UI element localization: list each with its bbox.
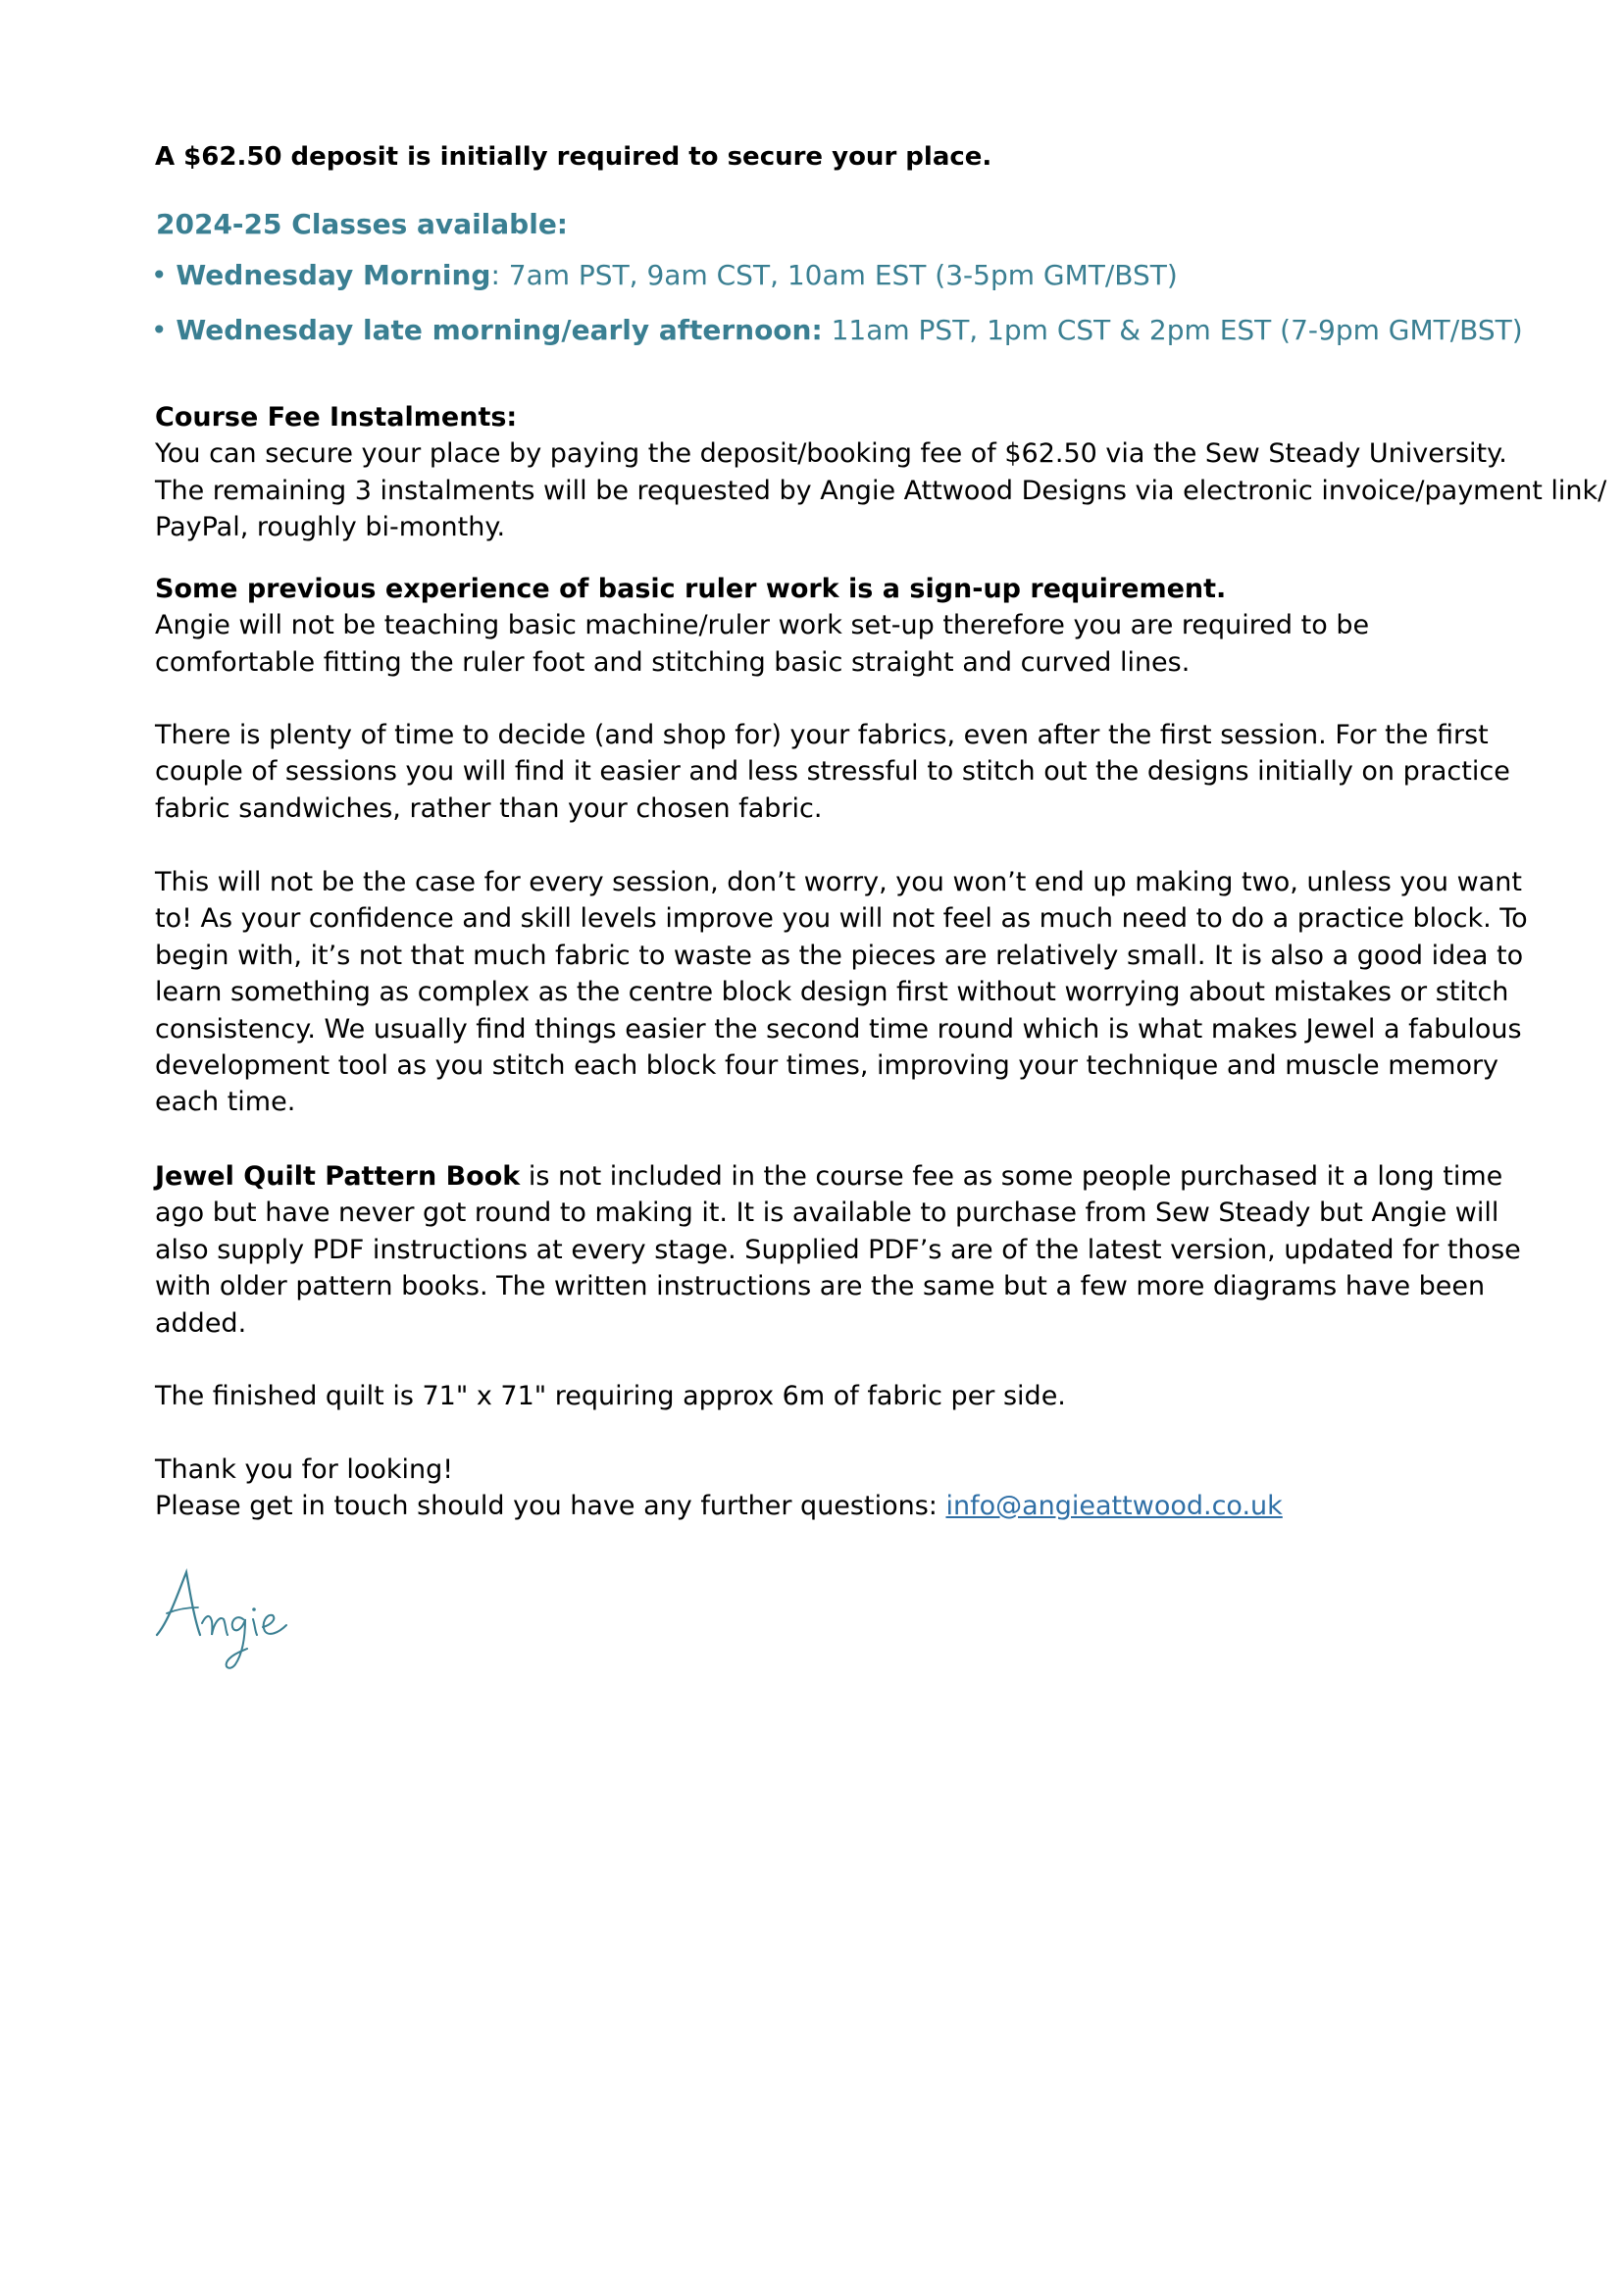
signature-image <box>147 1564 304 1672</box>
fee-heading: Course Fee Instalments: <box>155 402 518 433</box>
bullet: • <box>151 259 168 291</box>
deposit-notice: A $62.50 deposit is initially required to secure your place. <box>155 142 992 172</box>
fee-line: PayPal, roughly bi-monthy. <box>155 512 506 543</box>
book-paragraph <box>155 1158 1557 1342</box>
class-item-wednesday-afternoon <box>151 314 1523 346</box>
class-label: Wednesday late morning/early afternoon: <box>176 314 823 346</box>
session-line: development tool as you stitch each block four times, improving your technique and muscle memory <box>155 1050 1499 1082</box>
class-label: Wednesday Morning <box>176 259 491 291</box>
book-line: with older pattern books. The written instructions are the same but a few more diagrams have been <box>155 1271 1486 1302</box>
experience-line: Angie will not be teaching basic machine/ruler work set-up therefore you are required to be <box>155 610 1370 641</box>
fabric-paragraph <box>155 717 1557 827</box>
session-line: each time. <box>155 1087 296 1118</box>
fee-section <box>155 399 1607 546</box>
experience-heading: Some previous experience of basic ruler work is a sign-up requirement. <box>155 574 1227 604</box>
session-line: consistency. We usually find things easier the second time round which is what makes Jewel a fabulous <box>155 1013 1522 1045</box>
closing-section <box>155 1452 1557 1525</box>
quilt-size-paragraph <box>155 1378 1557 1414</box>
email-link[interactable]: info@angieattwood.co.uk <box>945 1491 1283 1522</box>
session-line: This will not be the case for every session, don’t worry, you won’t end up making two, unless you want <box>155 867 1522 897</box>
book-line: also supply PDF instructions at every stage. Supplied PDF’s are of the latest version, updated for those <box>155 1234 1521 1265</box>
class-separator: : <box>490 259 500 291</box>
fee-line: The remaining 3 instalments will be requested by Angie Attwood Designs via electronic invoice/payment link/ <box>155 475 1607 506</box>
book-line-rest: is not included in the course fee as some people purchased it a long time <box>520 1161 1503 1192</box>
fabric-line: There is plenty of time to decide (and shop for) your fabrics, even after the first session. For the first <box>155 720 1489 750</box>
contact-line <box>155 1488 1557 1524</box>
quilt-size-text: The finished quilt is 71" x 71" requiring approx 6m of fabric per side. <box>155 1381 1066 1411</box>
classes-heading: 2024-25 Classes available: <box>156 208 568 240</box>
fee-line: You can secure your place by paying the deposit/booking fee of $62.50 via the Sew Steady University. <box>155 438 1507 470</box>
thanks-text: Thank you for looking! <box>155 1454 454 1485</box>
experience-line: comfortable fitting the ruler foot and stitching basic straight and curved lines. <box>155 646 1191 678</box>
session-paragraph <box>155 864 1557 1121</box>
book-first-line <box>155 1158 1557 1195</box>
book-line: added. <box>155 1307 247 1339</box>
experience-section <box>155 571 1557 681</box>
fabric-line: fabric sandwiches, rather than your chosen fabric. <box>155 792 823 824</box>
fabric-line: couple of sessions you will find it easier and less stressful to stitch out the designs initially on practice <box>155 756 1510 788</box>
session-line: begin with, it’s not that much fabric to waste as the pieces are relatively small. It is also a good idea to <box>155 940 1524 971</box>
session-line: to! As your confidence and skill levels improve you will not feel as much need to do a practice block. To <box>155 903 1528 935</box>
class-item-wednesday-morning <box>151 259 1178 291</box>
class-times: 7am PST, 9am CST, 10am EST (3-5pm GMT/BST) <box>499 259 1178 291</box>
book-title: Jewel Quilt Pattern Book <box>155 1161 521 1192</box>
class-times: 11am PST, 1pm CST & 2pm EST (7-9pm GMT/BST) <box>822 314 1523 346</box>
session-line: learn something as complex as the centre block design first without worrying about mistakes or stitch <box>155 977 1509 1008</box>
bullet: • <box>151 314 168 346</box>
contact-prefix: Please get in touch should you have any further questions: <box>155 1491 946 1522</box>
book-line: ago but have never got round to making it. It is available to purchase from Sew Steady but Angie will <box>155 1198 1499 1229</box>
